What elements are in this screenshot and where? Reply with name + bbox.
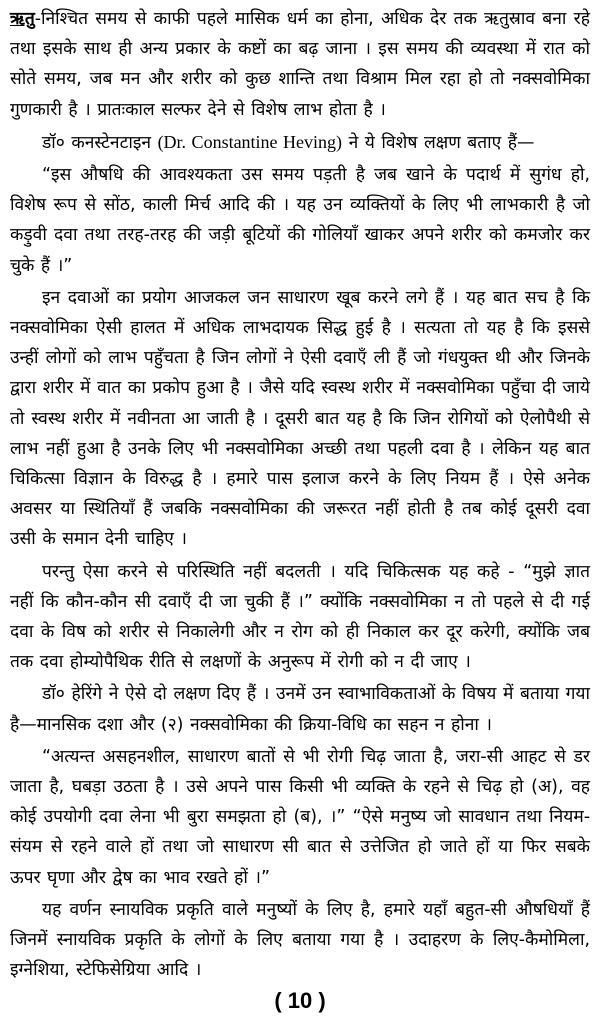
- text-run: डॉ० हेरिंगे ने ऐसे दो लक्षण दिए हैं । उनमें उन स्वाभाविकताओं के विषय में बताया गया है—मानसिक दशा और (२) नक्सवोमिका की क्रिया-विधि का सहन न होना ।: [10, 684, 590, 735]
- english-name: (Dr. Constantine Heving): [157, 131, 343, 152]
- paragraph: [10, 4, 590, 125]
- page-number: ( 10 ): [274, 988, 326, 1013]
- text-run: यह वर्णन स्नायविक प्रकृति वाले मनुष्यों के लिए है, हमारे यहाँ बहुत-सी औषधियाँ हैं जिनमें स्नायविक प्रकृति के लोगों के लिए बताया गया है । उदाहरण के लिए-कैमोमिला, इग्नेशिया, स्टेफिसेग्रिया आदि ।: [10, 899, 590, 981]
- paragraph: [10, 895, 590, 986]
- text-run: डॉ० कनस्टेनटाइन: [42, 132, 158, 153]
- paragraph: [10, 557, 590, 678]
- paragraph-heading: ऋतु: [10, 9, 35, 29]
- text-run: परन्तु ऐसा करने से परिस्थिति नहीं बदलती । यदि चिकित्सक यह कहे - “मुझे ज्ञात नहीं कि कौन-कौन सी दवाएँ दी जा चुकी हैं ।” क्योंकि नक्सवोमिका न तो पहले से दी गई दवा के विष को शरीर से निकालेगी और न रोग को ही निकाल कर दूर करेगी, क्योंकि जब तक दवा होम्योपैथिक रीति से लक्षणों के अनुरूप में रोगी को न दी जाए ।: [10, 561, 590, 673]
- paragraph: [10, 283, 590, 555]
- text-run: ने ये विशेष लक्षण बताए हैं—: [342, 132, 535, 153]
- text-run: -निश्चित समय से काफी पहले मासिक धर्म का होना, अधिक देर तक ऋतुस्राव बना रहे तथा इसके साथ ही अन्य प्रकार के कष्टों का बढ़ जाना । इस समय की व्यवस्था में रात को सोते समय, जब मन और शरीर को कुछ शान्ति तथा विश्राम मिल रहा हो तो नक्सवोमिका गुणकारी है । प्रातःकाल सल्फर देने से विशेष लाभ होता है ।: [10, 9, 590, 120]
- paragraph: [10, 742, 590, 893]
- text-run: “इस औषधि की आवश्यकता उस समय पड़ती है जब खाने के पदार्थ में सुगंध हो, विशेष रूप से सोंठ, काली मिर्च आदि की । यह उन व्यक्तियों के लिए भी लाभकारी है जो कड़ुवी दवा तथा तरह-तरह की जड़ी बूटियों की गोलियाँ खाकर अपने शरीर को कमजोर कर चुके हैं ।”: [10, 165, 590, 276]
- body-text: [10, 4, 590, 986]
- text-run: इन दवाओं का प्रयोग आजकल जन साधारण खूब करने लगे हैं । यह बात सच है कि नक्सवोमिका ऐसी हालत में अधिक लाभदायक सिद्ध हुई है । सत्यता तो यह है कि इससे उन्हीं लोगों को लाभ पहुँचता है जिन लोगों ने ऐसी दवाएँ ली हैं जो गंधयुक्त थी और जिनके द्वारा शरीर में वात का प्रकोप हुआ है । जैसे यदि स्वस्थ शरीर में नक्सवोमिका पहुँचा दी जाये तो स्वस्थ शरीर में नवीनता आ जाती है । दूसरी बात यह है कि जिन रोगियों को ऐलोपैथी से लाभ नहीं हुआ है उनके लिए भी नक्सवोमिका अच्छी तथा पहली दवा है । लेकिन यह बात चिकित्सा विज्ञान के विरुद्ध है । हमारे पास इलाज करने के लिए नियम हैं । ऐसे अनेक अवसर या स्थितियाँ हैं जबकि नक्सवोमिका की जरूरत नहीं होती है तब कोई दूसरी दवा उसी के समान देनी चाहिए ।: [10, 287, 590, 550]
- paragraph: [10, 679, 590, 739]
- paragraph: [10, 160, 590, 281]
- paragraph: [10, 127, 590, 158]
- text-run: “अत्यन्त असहनशील, साधारण बातों से भी रोगी चिढ़ जाता है, जरा-सी आहट से डर जाता है, घबड़ा उठता है । उसे अपने पास किसी भी व्यक्ति के रहने से चिढ़ हो (अ), वह कोई उपयोगी दवा लेना भी बुरा समझता हो (ब), ।” “ऐसे मनुष्य जो सावधान तथा नियम-संयम से रहने वाले हों तथा जो साधारण सी बात से उत्तेजित हो जाते हों या फिर सबके ऊपर घृणा और द्वेष का भाव रखते हों ।”: [10, 746, 590, 888]
